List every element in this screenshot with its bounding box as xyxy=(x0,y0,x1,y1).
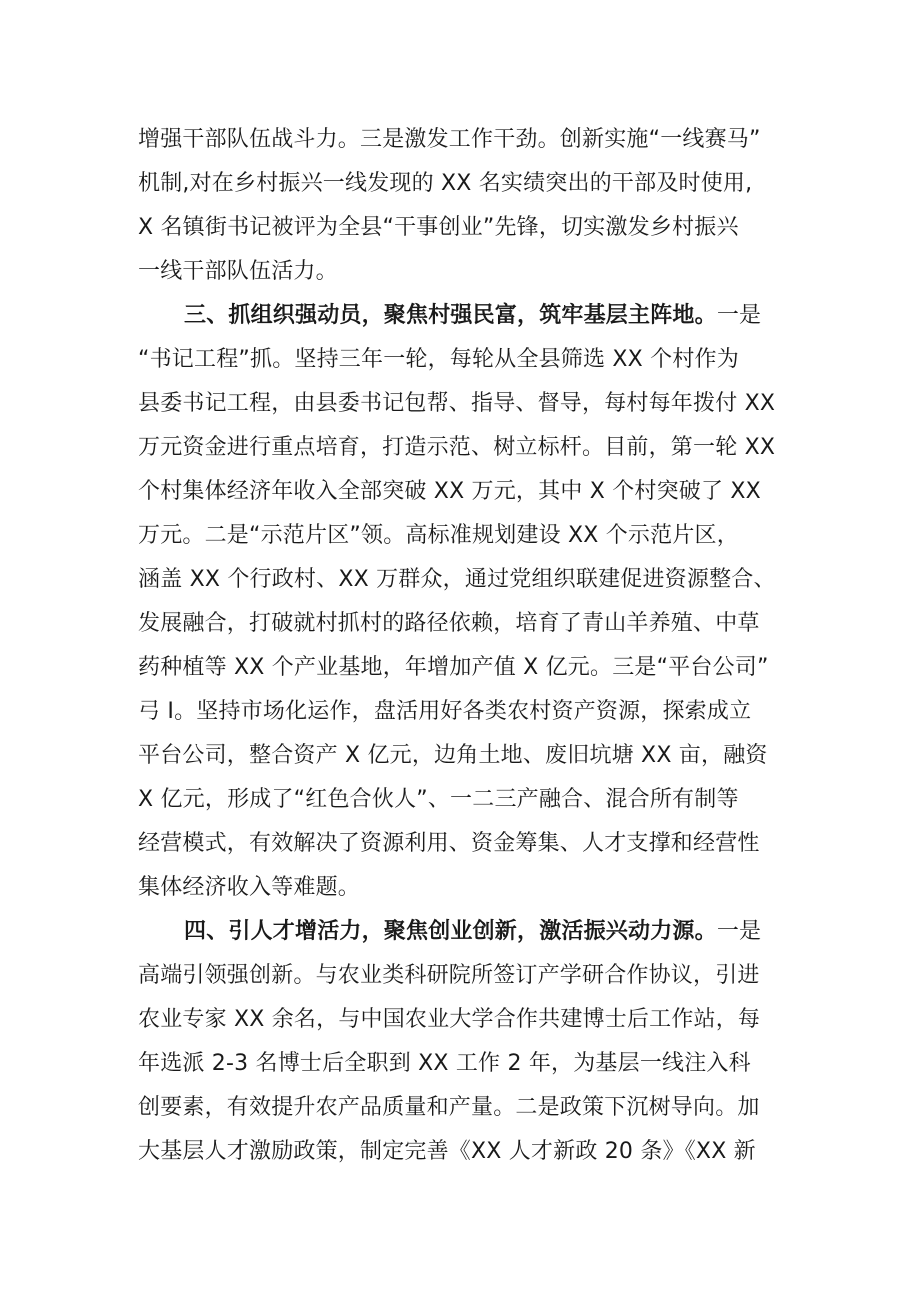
text-line: 县委书记工程，由县委书记包帮、指导、督导，每村每年拨付 XX xyxy=(138,391,776,416)
text-line: X 名镇街书记被评为全县“干事创业”先锋，切实激发乡村振兴 xyxy=(138,215,739,240)
text-line: “书记工程”抓。坚持三年一轮，每轮从全县筛选 XX 个村作为 xyxy=(138,347,739,372)
text-line: 大基层人才激励政策，制定完善《XX 人才新政 20 条》《XX 新 xyxy=(138,1139,756,1164)
text-line: 个村集体经济年收入全部突破 XX 万元，其中 X 个村突破了 XX xyxy=(138,479,761,504)
text-line: 涵盖 XX 个行政村、XX 万群众，通过党组织联建促进资源整合、 xyxy=(138,567,776,592)
text-line: 机制,对在乡村振兴一线发现的 XX 名实绩突出的干部及时使用, xyxy=(138,171,753,196)
text-line: X 亿元，形成了“红色合伙人”、一二三产融合、混合所有制等 xyxy=(138,787,739,812)
text-line: 集体经济收入等难题。 xyxy=(138,875,361,900)
section-three-heading-tail: 一是 xyxy=(716,303,762,328)
section-four-heading: 四、引人才增活力，聚焦创业创新，激活振兴动力源。 xyxy=(184,919,717,944)
section-three-paragraph xyxy=(138,294,788,910)
section-three-heading: 三、抓组织强动员，聚焦村强民富，筑牢基层主阵地。 xyxy=(184,303,717,328)
text-line: 万元资金进行重点培育，打造示范、树立标杆。目前，第一轮 XX xyxy=(138,435,776,460)
text-line: 药种植等 XX 个产业基地，年增加产值 X 亿元。三是“平台公司” xyxy=(138,655,769,680)
text-line: 创要素，有效提升农产品质量和产量。二是政策下沉树导向。加 xyxy=(138,1095,760,1120)
section-three-first-line xyxy=(138,294,788,338)
text-line: 发展融合，打破就村抓村的路径依赖，培育了青山羊养殖、中草 xyxy=(138,611,760,636)
text-line: 高端引领强创新。与农业类科研院所签订产学研合作协议，引进 xyxy=(138,963,760,988)
section-four-heading-tail: 一是 xyxy=(716,919,762,944)
paragraph-continuation xyxy=(138,118,788,294)
text-line: 一线干部队伍活力。 xyxy=(138,259,338,284)
section-four-paragraph xyxy=(138,910,788,1174)
text-line: 弓 I。坚持市场化运作，盘活用好各类农村资产资源，探索成立 xyxy=(138,699,752,724)
text-line: 经营模式，有效解决了资源利用、资金筹集、人才支撑和经营性 xyxy=(138,831,760,856)
text-line: 万元。二是“示范片区”领。高标准规划建设 XX 个示范片区， xyxy=(138,523,739,548)
text-line: 增强干部队伍战斗力。三是激发工作干劲。创新实施“一线赛马” xyxy=(138,127,761,152)
document-body xyxy=(138,118,788,1174)
text-line: 平台公司，整合资产 X 亿元，边角土地、废旧坑塘 XX 亩，融资 xyxy=(138,743,768,768)
text-line: 年选派 2-3 名博士后全职到 XX 工作 2 年，为基层一线注入科 xyxy=(138,1051,751,1076)
text-line: 农业专家 XX 余名，与中国农业大学合作共建博士后工作站，每 xyxy=(138,1007,761,1032)
section-four-first-line xyxy=(138,910,788,954)
